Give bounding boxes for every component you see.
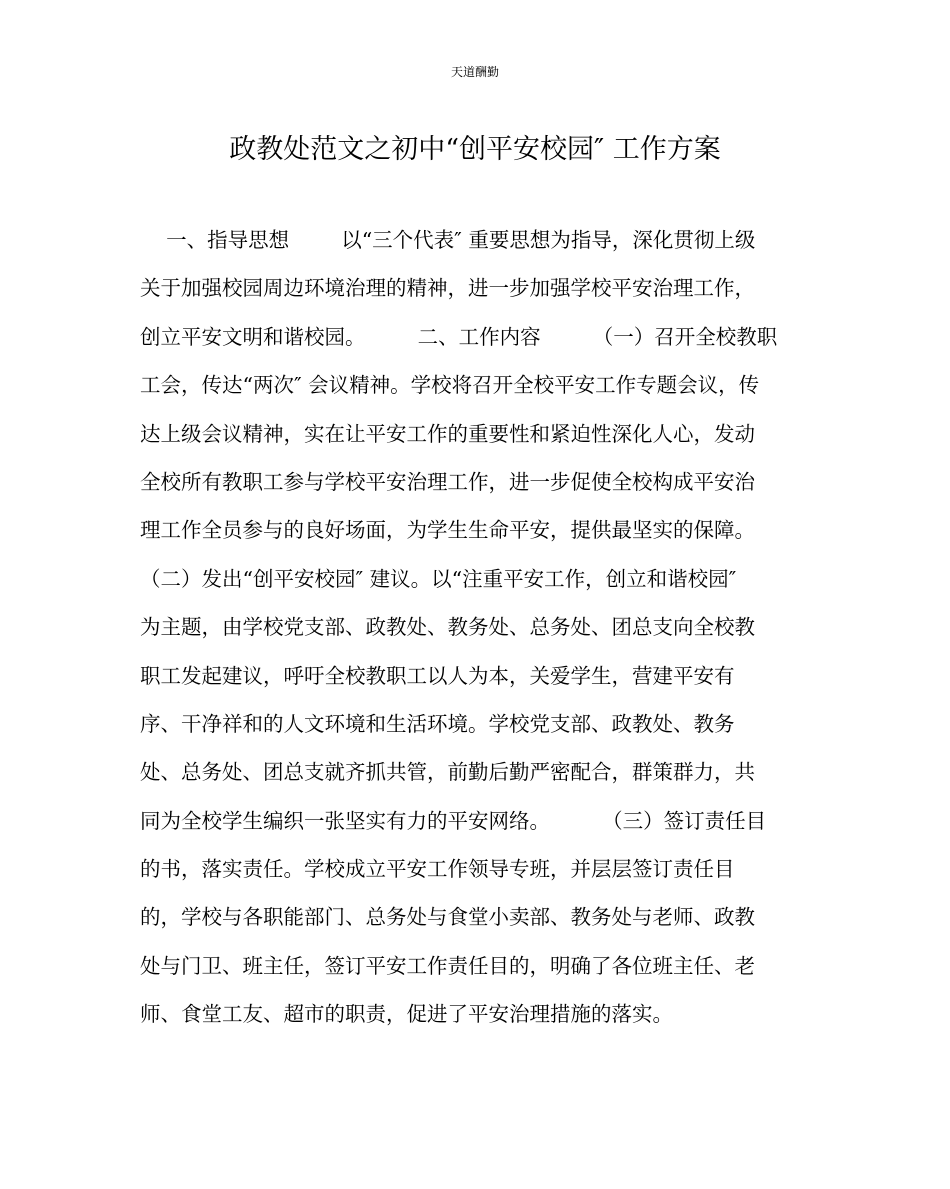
body-line: 的，学校与各职能部门、总务处与食堂小卖部、教务处与老师、政教: [140, 905, 755, 930]
body-line: 为主题，由学校党支部、政教处、教务处、总务处、团总支向全校教: [140, 615, 755, 640]
body-line: 职工发起建议，呼吁全校教职工以人为本，关爱学生，营建平安有: [140, 663, 735, 688]
body-line: （二）发出“创平安校园″ 建议。以“注重平安工作，创立和谐校园″: [140, 566, 737, 591]
body-line: 全校所有教职工参与学校平安治理工作，进一步促使全校构成平安治: [140, 469, 755, 494]
body-line: 的书，落实责任。学校成立平安工作领导专班，并层层签订责任目: [140, 857, 735, 882]
body-line: 同为全校学生编织一张坚实有力的平安网络。 （三）签订责任目: [140, 808, 767, 833]
body-line: 序、干净祥和的人文环境和生活环境。学校党支部、政教处、教务: [140, 711, 735, 736]
body-line: 一、指导思想 以“三个代表″ 重要思想为指导，深化贯彻上级: [140, 228, 756, 252]
body-line: 工会，传达“两次″ 会议精神。学校将召开全校平安工作专题会议，传: [140, 373, 760, 398]
document-body: [140, 216, 820, 1039]
body-line: 达上级会议精神，实在让平安工作的重要性和紧迫性深化人心，发动: [140, 421, 755, 446]
page-header: 天道酬勤: [450, 65, 499, 79]
body-line: 处、总务处、团总支就齐抓共管，前勤后勤严密配合，群策群力，共: [140, 760, 755, 785]
body-line: 处与门卫、班主任，签订平安工作责任目的，明确了各位班主任、老: [140, 953, 755, 978]
document-title: 政教处范文之初中“创平安校园″ 工作方案: [229, 134, 721, 165]
body-line: 关于加强校园周边环境治理的精神，进一步加强学校平安治理工作，: [140, 276, 755, 301]
body-line: 创立平安文明和谐校园。 二、工作内容 （一）召开全校教职: [140, 324, 778, 349]
body-line: 理工作全员参与的良好场面，为学生生命平安，提供最坚实的保障。: [140, 518, 755, 543]
body-line: 师、食堂工友、超市的职责，促进了平安治理措施的落实。: [140, 1002, 673, 1027]
